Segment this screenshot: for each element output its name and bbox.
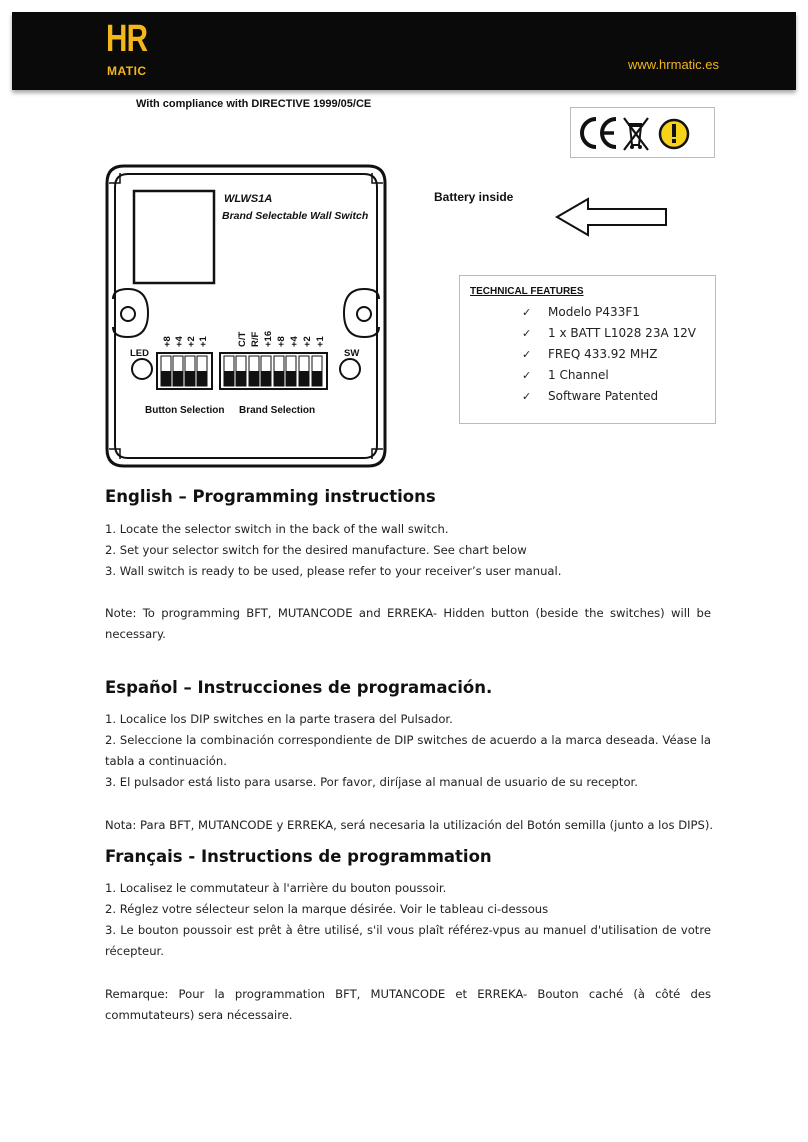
battery-label: Battery inside (434, 190, 514, 204)
logo-text: HR (106, 18, 148, 60)
button-switch-label: +2 (186, 336, 197, 347)
brand-dip-switches (224, 356, 322, 386)
technical-feature: ✓ 1 Channel (522, 368, 609, 382)
button-selection-label: Button Selection (145, 405, 225, 416)
spanish-heading: Español – Instrucciones de programación. (105, 678, 493, 697)
logo-subtext: MATIC (107, 64, 147, 78)
french-step: 2. Réglez votre sélecteur selon la marque désirée. Voir le tableau ci-dessous (105, 902, 549, 916)
warning-icon (660, 120, 688, 148)
brand-switch-label: +2 (302, 336, 313, 347)
arrow-left-icon (554, 196, 670, 238)
spanish-step: 3. El pulsador está listo para usarse. Por favor, diríjase al manual de usuario de su receptor. (105, 775, 638, 789)
button-dip-switches (161, 356, 207, 386)
french-step: 3. Le bouton poussoir est prêt à être utilisé, s'il vous plaît référez-vpus au manuel d'utilisation de votre récepteur. (105, 923, 711, 958)
spanish-step: 2. Seleccione la combinación correspondiente de DIP switches de acuerdo a la marca deseada. Véase la tabla a continuación. (105, 733, 711, 768)
brand-switch-label: +16 (263, 330, 274, 347)
english-step: 2. Set your selector switch for the desired manufacture. See chart below (105, 543, 527, 557)
checkmark-icon: ✓ (522, 369, 532, 382)
device-diagram (104, 163, 388, 469)
checkmark-icon: ✓ (522, 327, 532, 340)
ce-mark-icon (582, 119, 616, 147)
french-note: Remarque: Pour la programmation BFT, MUTANCODE et ERREKA- Bouton caché (à côté des commutateurs) sera nécessaire. (105, 987, 711, 1022)
spanish-step: 1. Localice los DIP switches en la parte trasera del Pulsador. (105, 712, 453, 726)
led-label: LED (130, 348, 149, 359)
french-step: 1. Localisez le commutateur à l'arrière du bouton poussoir. (105, 881, 447, 895)
brand-switch-label: C/T (237, 331, 248, 347)
english-step: 1. Locate the selector switch in the back of the wall switch. (105, 522, 449, 536)
technical-feature: ✓ FREQ 433.92 MHZ (522, 347, 658, 361)
english-heading: English – Programming instructions (105, 487, 436, 506)
brand-switch-label: +1 (315, 336, 326, 347)
english-step: 3. Wall switch is ready to be used, please refer to your receiver’s user manual. (105, 564, 562, 578)
button-switch-label: +4 (174, 336, 185, 347)
device-model: WLWS1A (224, 193, 273, 205)
spanish-note: Nota: Para BFT, MUTANCODE y ERREKA, será necesaria la utilización del Botón semilla (junto a los DIPS). (105, 818, 714, 832)
checkmark-icon: ✓ (522, 306, 532, 319)
english-note: Note: To programming BFT, MUTANCODE and ERREKA- Hidden button (beside the switches) will be necessary. (105, 606, 711, 641)
checkmark-icon: ✓ (522, 348, 532, 361)
sw-label: SW (344, 348, 360, 359)
compliance-text: With compliance with DIRECTIVE 1999/05/CE (136, 98, 372, 110)
technical-feature: ✓ Software Patented (522, 389, 659, 403)
brand-switch-label: +8 (276, 336, 287, 347)
brand-switch-label: +4 (289, 336, 300, 347)
device-subtitle: Brand Selectable Wall Switch (222, 210, 369, 222)
brand-switch-label: R/F (250, 331, 261, 347)
certification-icons (576, 112, 710, 154)
button-switch-label: +1 (198, 336, 209, 347)
website-link[interactable]: www.hrmatic.es (628, 57, 720, 72)
brand-selection-label: Brand Selection (239, 405, 316, 416)
technical-feature: ✓ Modelo P433F1 (522, 305, 640, 319)
button-switch-label: +8 (162, 336, 173, 347)
technical-feature: ✓ 1 x BATT L1028 23A 12V (522, 326, 696, 340)
checkmark-icon: ✓ (522, 390, 532, 403)
french-heading: Français - Instructions de programmation (105, 847, 492, 866)
weee-bin-icon (624, 118, 648, 150)
technical-features-title: TECHNICAL FEATURES (470, 286, 584, 297)
